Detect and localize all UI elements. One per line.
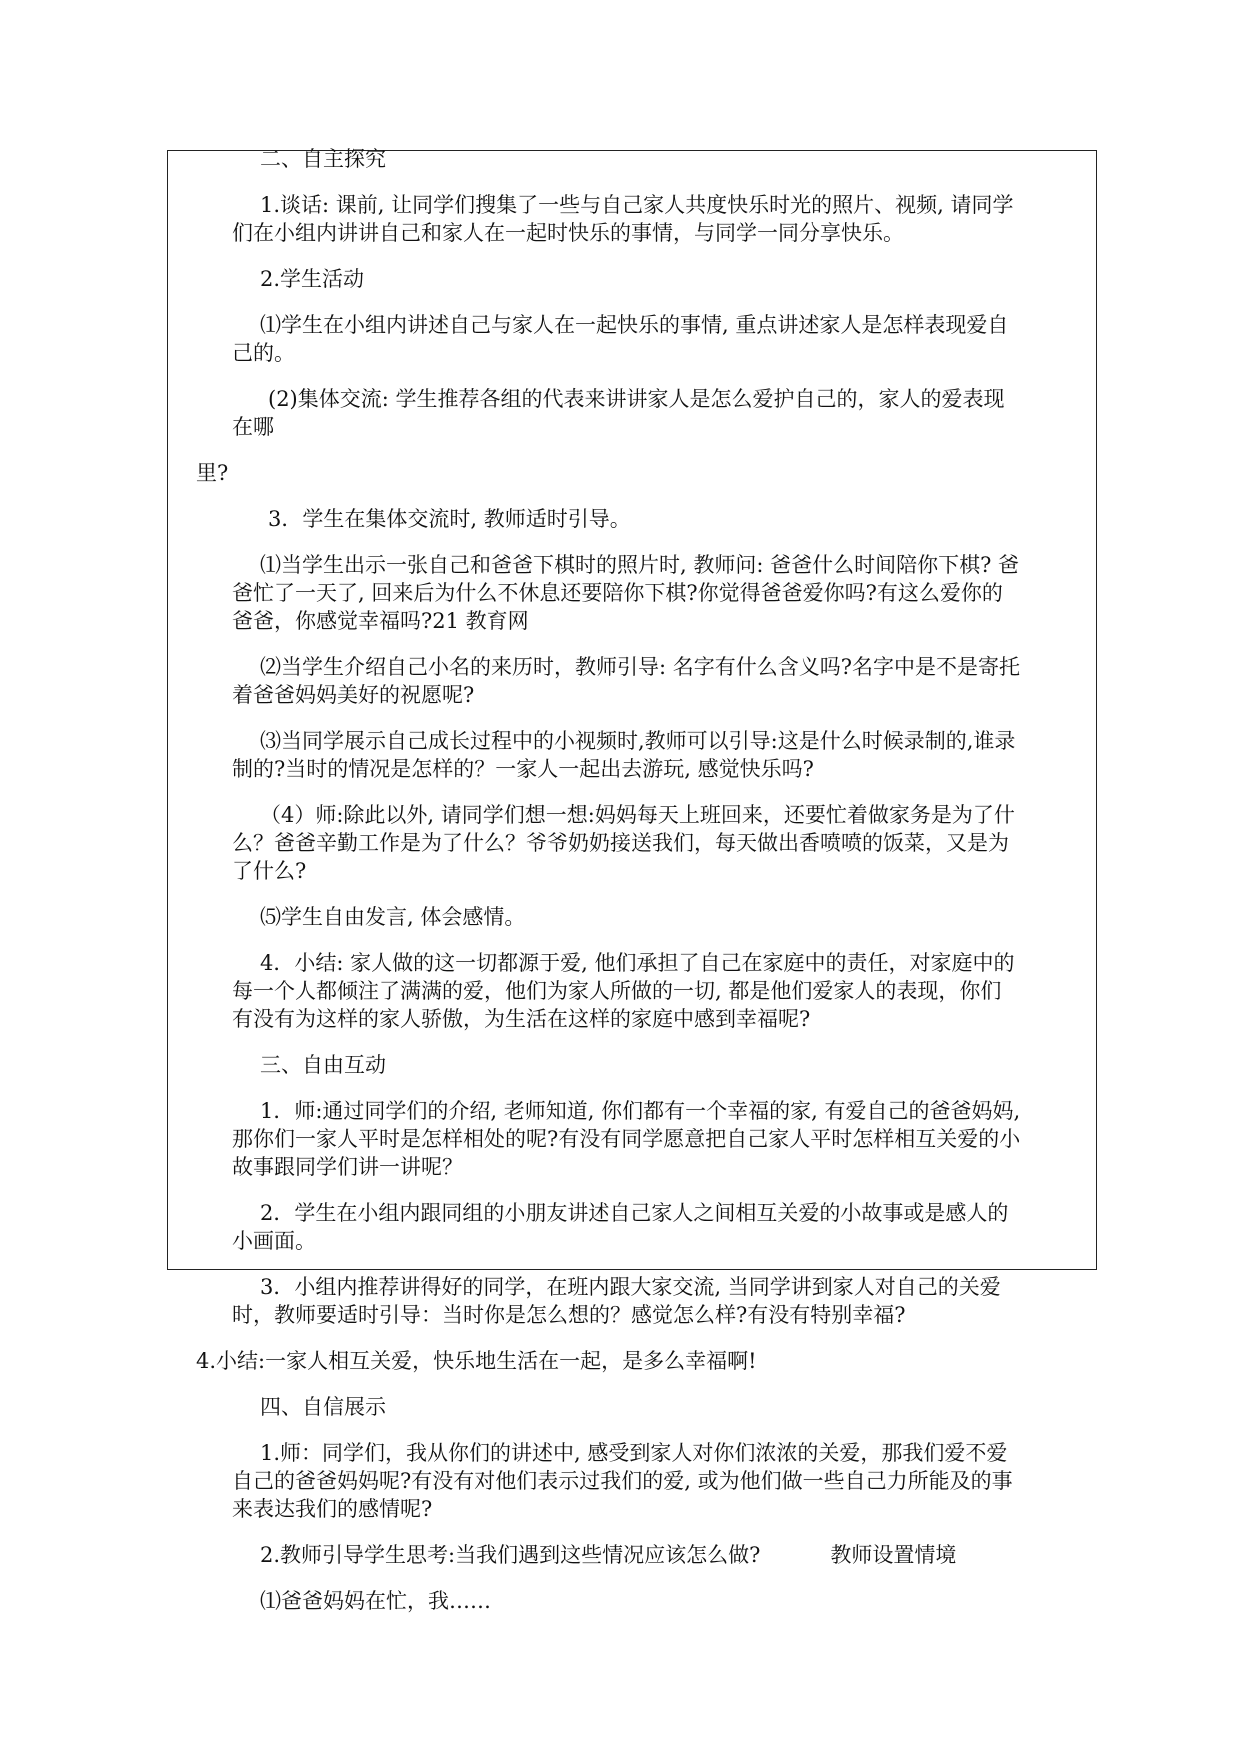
section-heading: 二、自主探究	[260, 147, 386, 171]
paragraph: ⑴爸爸妈妈在忙，我……	[260, 1589, 491, 1613]
paragraph: 2．学生在小组内跟同组的小朋友讲述自己家人之间相互关爱的小故事或是感人的小画面。	[232, 1201, 1009, 1253]
paragraph: ⑴当学生出示一张自己和爸爸下棋时的照片时, 教师问: 爸爸什么时间陪你下棋? 爸爸忙了一天了, 回来后为什么不休息还要陪你下棋?你觉得爸爸爱你吗?有这么爱你的爸爸，你感觉幸福吗?21 教育网	[232, 553, 1020, 633]
paragraph: 4．小结: 家人做的这一切都源于爱, 他们承担了自己在家庭中的责任，对家庭中的每一个人都倾注了满满的爱，他们为家人所做的一切, 都是他们爱家人的表现，你们有没有为这样的家人骄傲，为生活在这样的家庭中感到幸福呢?	[232, 951, 1015, 1031]
paragraph: ⑶当同学展示自己成长过程中的小视频时,教师可以引导:这是什么时候录制的,谁录制的?当时的情况是怎样的？一家人一起出去游玩, 感觉快乐吗?	[232, 729, 1016, 781]
paragraph	[232, 1541, 1022, 1569]
paragraph: 4.小结:一家人相互关爱，快乐地生活在一起，是多么幸福啊!	[196, 1349, 757, 1373]
paragraph: （4）师:除此以外, 请同学们想一想:妈妈每天上班回来，还要忙着做家务是为了什么？爸爸辛勤工作是为了什么？爷爷奶奶接送我们，每天做出香喷喷的饭菜，又是为了什么?	[232, 803, 1015, 883]
section-heading: 四、自信展示	[260, 1395, 386, 1419]
paragraph: 3．学生在集体交流时, 教师适时引导。	[268, 507, 631, 531]
paragraph-text: 2.教师引导学生思考:当我们遇到这些情况应该怎么做?	[260, 1543, 761, 1567]
paragraph: 里?	[196, 461, 229, 485]
paragraph: 1．师:通过同学们的介绍, 老师知道, 你们都有一个幸福的家, 有爱自己的爸爸妈妈, 那你们一家人平时是怎样相处的呢?有没有同学愿意把自己家人平时怎样相互关爱的小故事跟同学们讲一讲呢？	[232, 1099, 1021, 1179]
paragraph: ⑴学生在小组内讲述自己与家人在一起快乐的事情, 重点讲述家人是怎样表现爱自己的。	[232, 313, 1009, 365]
paragraph: 1.谈话: 课前, 让同学们搜集了一些与自己家人共度快乐时光的照片、视频, 请同学们在小组内讲讲自己和家人在一起时快乐的事情，与同学一同分享快乐。	[232, 193, 1014, 245]
section-heading: 三、自由互动	[260, 1053, 386, 1077]
paragraph-aside: 教师设置情境	[830, 1543, 957, 1567]
paragraph: 1.师：同学们，我从你们的讲述中, 感受到家人对你们浓浓的关爱，那我们爱不爱自己的爸爸妈妈呢?有没有对他们表示过我们的爱, 或为他们做一些自己力所能及的事来表达我们的感情呢?	[232, 1441, 1013, 1521]
document-frame	[167, 147, 1097, 1613]
paragraph: 3．小组内推荐讲得好的同学，在班内跟大家交流, 当同学讲到家人对自己的关爱时，教师要适时引导：当时你是怎么想的？感觉怎么样?有没有特别幸福?	[232, 1275, 1001, 1327]
paragraph: (2)集体交流: 学生推荐各组的代表来讲讲家人是怎么爱护自己的，家人的爱表现在哪	[232, 387, 1005, 439]
document-body	[196, 147, 1022, 1615]
paragraph: ⑵当学生介绍自己小名的来历时，教师引导: 名字有什么含义吗?名字中是不是寄托着爸爸妈妈美好的祝愿呢?	[232, 655, 1021, 707]
paragraph: 2.学生活动	[260, 267, 365, 291]
paragraph: ⑸学生自由发言, 体会感情。	[260, 905, 526, 929]
